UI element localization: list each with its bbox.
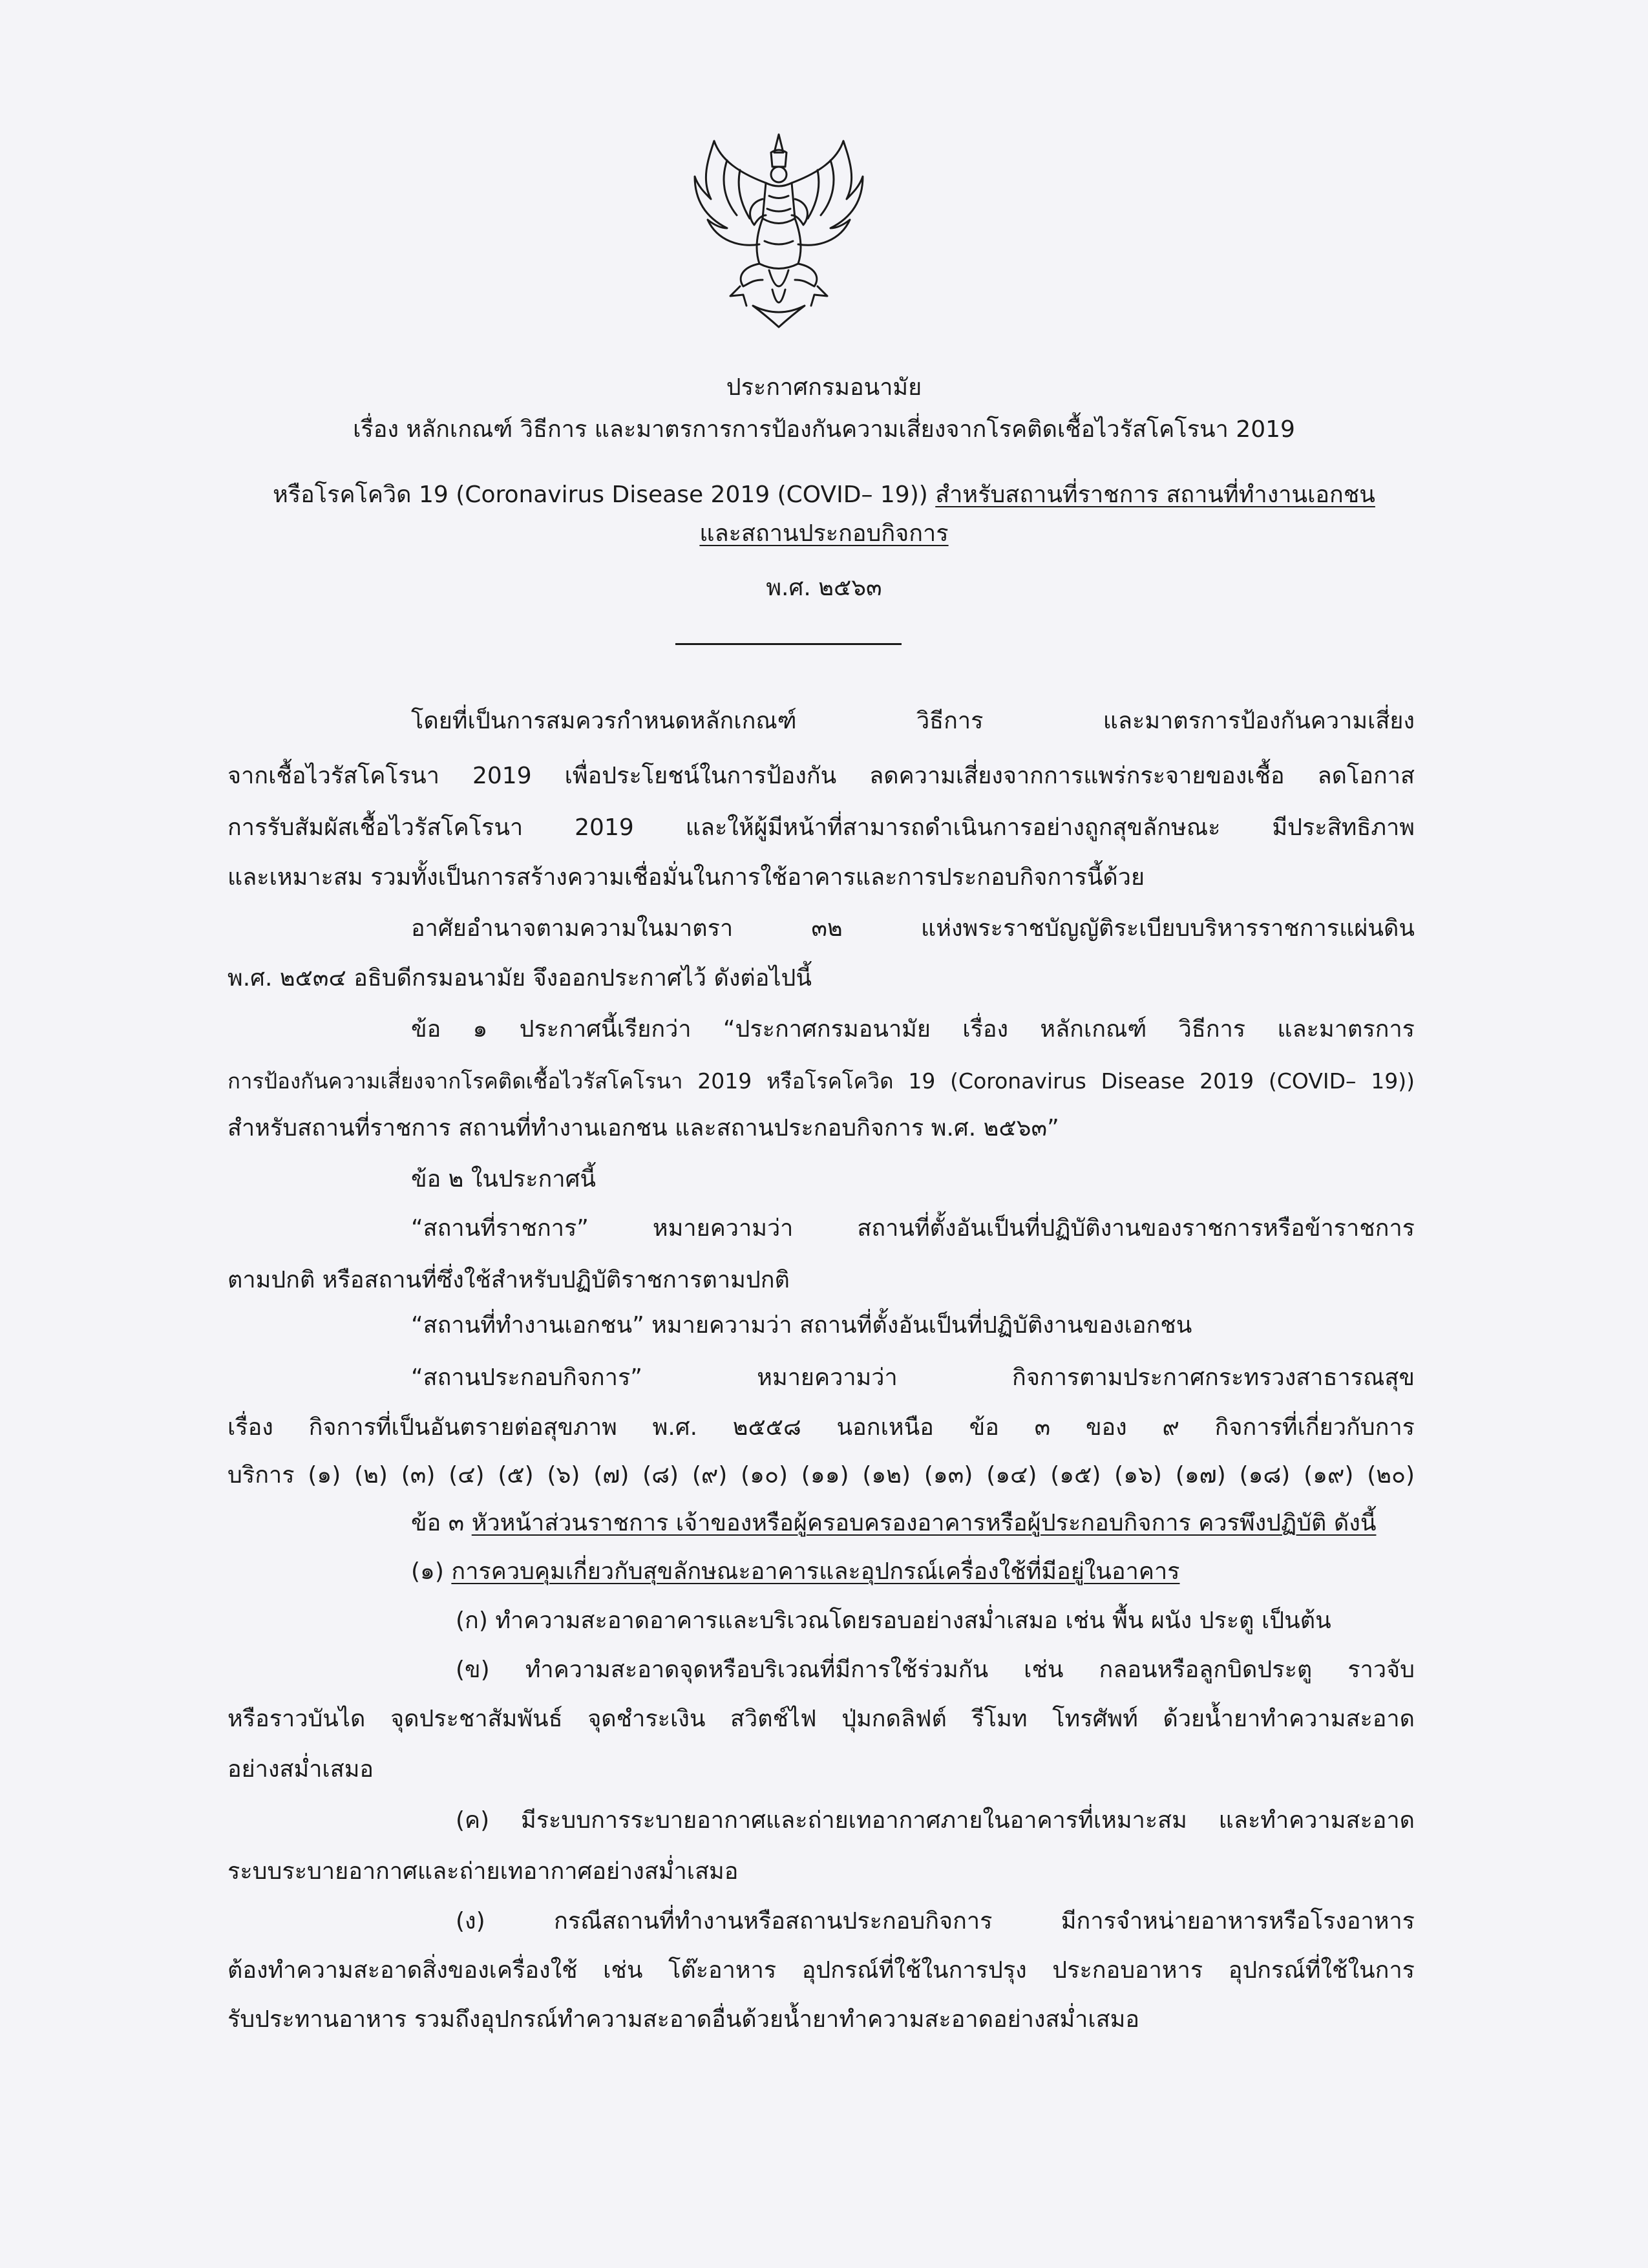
subject-line-2-plain: หรือโรคโควิด 19 (Coronavirus Disease 2019 (COVID– 19)) <box>273 482 936 508</box>
document-year: พ.ศ. ๒๕๖๓ <box>766 575 882 601</box>
item-kho2-line-2: ระบบระบายอากาศและถ่ายเทอากาศอย่างสม่ำเสมอ <box>227 1858 739 1885</box>
item-ngo-line-2: ต้องทำความสะอาดสิ่งของเครื่องใช้ เช่น โต๊ะอาหาร อุปกรณ์ที่ใช้ในการปรุง ประกอบอาหาร อุปกรณ์ที่ใช้ในการ <box>227 1957 1415 1984</box>
clause-3-prefix: ข้อ ๓ <box>411 1510 472 1536</box>
clause-2-heading: ข้อ ๒ ในประกาศนี้ <box>411 1166 597 1192</box>
definition-2-line-1: “สถานที่ทำงานเอกชน” หมายความว่า สถานที่ตั้งอันเป็นที่ปฏิบัติงานของเอกชน <box>411 1312 1192 1339</box>
garuda-emblem-icon <box>682 122 876 335</box>
subject-line-2 <box>0 477 1648 513</box>
preamble-line-3: การรับสัมผัสเชื้อไวรัสโคโรนา 2019 และให้ผู้มีหน้าที่สามารถดำเนินการอย่างถูกสุขลักษณะ มีประสิทธิภาพ <box>227 814 1415 841</box>
clause-3-underlined: หัวหน้าส่วนราชการ เจ้าของหรือผู้ครอบครองอาคารหรือผู้ประกอบกิจการ ควรพึงปฏิบัติ ดังนี้ <box>471 1510 1377 1536</box>
title-divider <box>675 643 902 645</box>
item-kho-line-1: (ข) ทำความสะอาดจุดหรือบริเวณที่มีการใช้ร่วมกัน เช่น กลอนหรือลูกบิดประตู ราวจับ <box>456 1657 1415 1683</box>
subject-line-2-underlined: สำหรับสถานที่ราชการ สถานที่ทำงานเอกชน <box>935 482 1375 508</box>
subject-line-1: เรื่อง หลักเกณฑ์ วิธีการ และมาตรการการป้องกันความเสี่ยงจากโรคติดเชื้อไวรัสโคโรนา 2019 <box>353 416 1295 443</box>
clause-3-heading <box>411 1505 1376 1542</box>
subject-line-3 <box>0 516 1648 552</box>
authority-line-2: พ.ศ. ๒๕๓๔ อธิบดีกรมอนามัย จึงออกประกาศไว้ ดังต่อไปนี้ <box>227 965 812 991</box>
definition-3-line-3: บริการ (๑) (๒) (๓) (๔) (๕) (๖) (๗) (๘) (๙) (๑๐) (๑๑) (๑๒) (๑๓) (๑๔) (๑๕) (๑๖) (๑๗) (๑๘) (๑๙) (๒๐) <box>227 1462 1415 1489</box>
definition-1-line-1: “สถานที่ราชการ” หมายความว่า สถานที่ตั้งอันเป็นที่ปฏิบัติงานของราชการหรือข้าราชการ <box>411 1215 1415 1242</box>
definition-3-line-1: “สถานประกอบกิจการ” หมายความว่า กิจการตามประกาศกระทรวงสาธารณสุข <box>411 1364 1415 1391</box>
section-1-prefix: (๑) <box>411 1558 452 1585</box>
section-1-heading <box>411 1554 1180 1590</box>
definition-3-line-2: เรื่อง กิจการที่เป็นอันตรายต่อสุขภาพ พ.ศ. ๒๕๕๘ นอกเหนือ ข้อ ๓ ของ ๙ กิจการที่เกี่ยวกับการ <box>227 1414 1415 1441</box>
item-ka-line-1: (ก) ทำความสะอาดอาคารและบริเวณโดยรอบอย่างสม่ำเสมอ เช่น พื้น ผนัง ประตู เป็นต้น <box>456 1607 1331 1634</box>
clause-1-line-3: สำหรับสถานที่ราชการ สถานที่ทำงานเอกชน และสถานประกอบกิจการ พ.ศ. ๒๕๖๓” <box>227 1115 1059 1141</box>
preamble-line-1: โดยที่เป็นการสมควรกำหนดหลักเกณฑ์ วิธีการ และมาตรการป้องกันความเสี่ยง <box>411 708 1415 734</box>
definition-1-line-2: ตามปกติ หรือสถานที่ซึ่งใช้สำหรับปฏิบัติราชการตามปกติ <box>227 1267 790 1293</box>
preamble-line-2: จากเชื้อไวรัสโคโรนา 2019 เพื่อประโยชน์ในการป้องกัน ลดความเสี่ยงจากการแพร่กระจายของเชื้อ ลดโอกาส <box>227 763 1415 789</box>
subject-line-3-underlined: และสถานประกอบกิจการ <box>699 520 949 547</box>
section-1-underlined: การควบคุมเกี่ยวกับสุขลักษณะอาคารและอุปกรณ์เครื่องใช้ที่มีอยู่ในอาคาร <box>451 1558 1180 1585</box>
clause-1-line-1: ข้อ ๑ ประกาศนี้เรียกว่า “ประกาศกรมอนามัย เรื่อง หลักเกณฑ์ วิธีการ และมาตรการ <box>411 1016 1415 1043</box>
item-ngo-line-1: (ง) กรณีสถานที่ทำงานหรือสถานประกอบกิจการ มีการจำหน่ายอาหารหรือโรงอาหาร <box>456 1908 1415 1934</box>
item-ngo-line-3: รับประทานอาหาร รวมถึงอุปกรณ์ทำความสะอาดอื่นด้วยน้ำยาทำความสะอาดอย่างสม่ำเสมอ <box>227 2006 1140 2033</box>
authority-line-1: อาศัยอำนาจตามความในมาตรา ๓๒ แห่งพระราชบัญญัติระเบียบบริหารราชการแผ่นดิน <box>411 915 1415 942</box>
item-kho-line-2: หรือราวบันได จุดประชาสัมพันธ์ จุดชำระเงิน สวิตช์ไฟ ปุ่มกดลิฟต์ รีโมท โทรศัพท์ ด้วยน้ำยาทำความสะอาด <box>227 1706 1415 1732</box>
clause-1-line-2: การป้องกันความเสี่ยงจากโรคติดเชื้อไวรัสโคโรนา 2019 หรือโรคโควิด 19 (Coronavirus Disease 2019 (COVID– 19)) <box>227 1068 1415 1094</box>
item-kho2-line-1: (ค) มีระบบการระบายอากาศและถ่ายเทอากาศภายในอาคารที่เหมาะสม และทำความสะอาด <box>456 1807 1415 1834</box>
item-kho-line-3: อย่างสม่ำเสมอ <box>227 1756 374 1783</box>
document-title: ประกาศกรมอนามัย <box>726 374 922 401</box>
preamble-line-4: และเหมาะสม รวมทั้งเป็นการสร้างความเชื่อมั่นในการใช้อาคารและการประกอบกิจการนี้ด้วย <box>227 864 1145 891</box>
